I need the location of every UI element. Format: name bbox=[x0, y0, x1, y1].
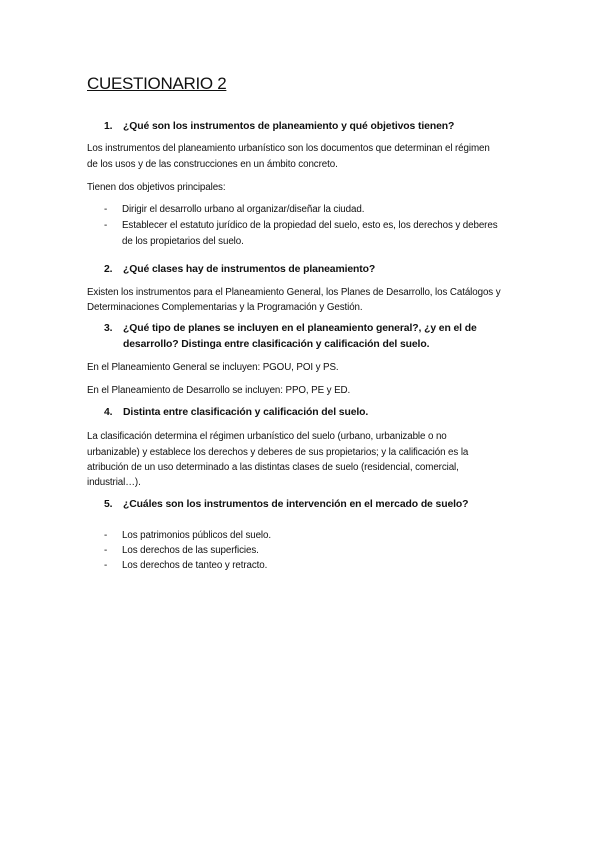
question-text: Distinta entre clasificación y calificación del suelo. bbox=[123, 407, 369, 418]
question-number: 3. bbox=[104, 323, 113, 334]
paragraph-5: En el Planeamiento de Desarrollo se incluyen: PPO, PE y ED. bbox=[87, 385, 351, 396]
paragraph-2: Tienen dos objetivos principales: bbox=[87, 182, 226, 193]
list-item-text: Los derechos de tanteo y retracto. bbox=[122, 560, 268, 571]
question-text: ¿Cuáles son los instrumentos de intervención en el mercado de suelo? bbox=[123, 499, 469, 510]
paragraph-4: En el Planeamiento General se incluyen: PGOU, POI y PS. bbox=[87, 362, 339, 373]
question-5 bbox=[104, 497, 524, 513]
question-text: ¿Qué son los instrumentos de planeamiento y qué objetivos tienen? bbox=[123, 121, 455, 132]
list-item bbox=[104, 218, 519, 250]
list-item bbox=[104, 202, 519, 218]
list-item bbox=[104, 558, 519, 574]
paragraph-6-line-4: industrial…). bbox=[87, 477, 141, 488]
question-number: 4. bbox=[104, 407, 113, 418]
paragraph-6-line-3: atribución de un uso determinado a las distintas clases de suelo (residencial, comercial, bbox=[87, 462, 459, 473]
question-text: ¿Qué tipo de planes se incluyen en el planeamiento general?, ¿y en el de bbox=[123, 323, 477, 334]
question-2 bbox=[104, 262, 524, 278]
list-item bbox=[104, 528, 519, 544]
list-item-text-continued: de los propietarios del suelo. bbox=[122, 236, 244, 247]
paragraph-1-line-1: Los instrumentos del planeamiento urbanístico son los documentos que determinan el régimen bbox=[87, 143, 490, 154]
list-item-text: Dirigir el desarrollo urbano al organizar/diseñar la ciudad. bbox=[122, 204, 365, 215]
bullet-dash: - bbox=[104, 204, 108, 215]
question-text-continued: desarrollo? Distinga entre clasificación y calificación del suelo. bbox=[123, 339, 430, 350]
page-title: CUESTIONARIO 2 bbox=[87, 74, 227, 93]
paragraph-6-line-1: La clasificación determina el régimen urbanístico del suelo (urbano, urbanizable o no bbox=[87, 431, 447, 442]
list-item-text: Los derechos de las superficies. bbox=[122, 545, 259, 556]
bullet-dash: - bbox=[104, 530, 108, 541]
bullet-dash: - bbox=[104, 560, 108, 571]
question-4 bbox=[104, 405, 524, 421]
list-item bbox=[104, 543, 519, 559]
question-number: 2. bbox=[104, 264, 113, 275]
question-text: ¿Qué clases hay de instrumentos de planeamiento? bbox=[123, 264, 376, 275]
list-item-text: Los patrimonios públicos del suelo. bbox=[122, 530, 271, 541]
question-1 bbox=[104, 119, 524, 135]
paragraph-3-line-2: Determinaciones Complementarias y la Programación y Gestión. bbox=[87, 302, 363, 313]
question-3 bbox=[104, 321, 524, 353]
bullet-dash: - bbox=[104, 220, 108, 231]
paragraph-6-line-2: urbanizable) y establece los derechos y deberes de sus propietarios; y la calificación es la bbox=[87, 447, 469, 458]
question-number: 5. bbox=[104, 499, 113, 510]
question-number: 1. bbox=[104, 121, 113, 132]
paragraph-3-line-1: Existen los instrumentos para el Planeamiento General, los Planes de Desarrollo, los Catálogos y bbox=[87, 287, 501, 298]
bullet-dash: - bbox=[104, 545, 108, 556]
list-item-text: Establecer el estatuto jurídico de la propiedad del suelo, esto es, los derechos y deberes bbox=[122, 220, 498, 231]
paragraph-1-line-2: de los usos y de las construcciones en un ámbito concreto. bbox=[87, 159, 338, 170]
